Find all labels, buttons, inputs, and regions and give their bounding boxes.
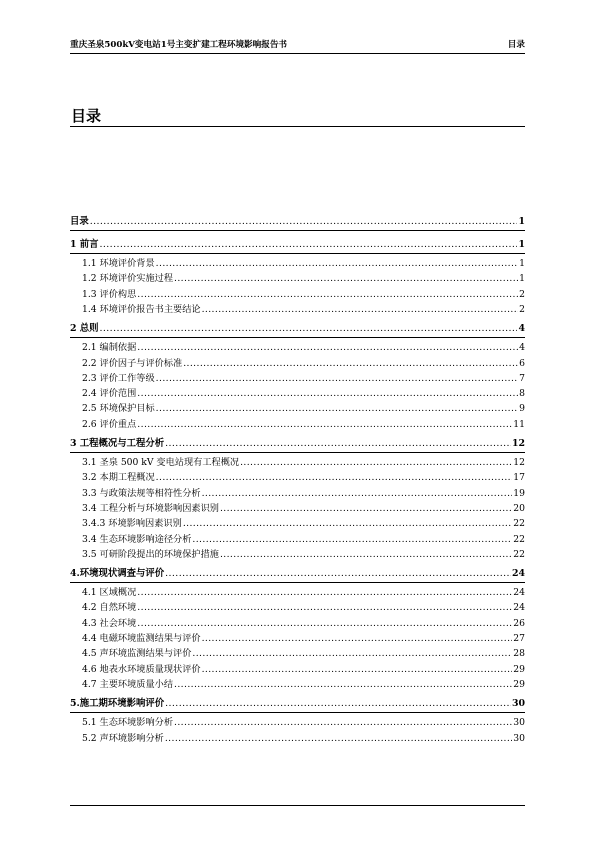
toc-page-number: 24 [511,568,525,580]
toc-chapter-entry[interactable] [70,322,525,336]
toc-page-number: 1 [519,273,525,285]
toc-dot-leader [137,601,512,615]
toc-entry-title: 2.4 评价范围 [82,388,137,400]
page-header [70,38,525,52]
toc-entry-title: 4.2 自然环境 [82,602,137,614]
toc-section-entry[interactable] [70,601,525,615]
toc-entry-title: 1.3 评价构思 [82,288,137,300]
toc-dot-leader [100,322,518,336]
toc-page-number: 19 [513,487,525,499]
toc-section-entry[interactable] [70,341,525,355]
toc-page-number: 9 [519,403,525,415]
toc-dot-leader [174,678,512,692]
toc-dot-leader [183,357,518,371]
toc-entry-title: 2 总则 [70,323,99,335]
toc-section-entry[interactable] [70,716,525,730]
toc-page-number: 30 [511,698,525,710]
toc-section-entry[interactable] [70,402,525,416]
toc-chapter-entry[interactable] [70,215,525,229]
toc-dot-leader [165,567,511,581]
toc-section-entry[interactable] [70,548,525,562]
toc-entry-title: 4.7 主要环境质量小结 [82,678,174,690]
toc-dot-leader [100,238,518,252]
toc-section-entry[interactable] [70,678,525,692]
toc-chapter-entry[interactable] [70,567,525,581]
toc-page-number: 6 [519,357,525,369]
toc-entry-title: 1.4 环境评价报告书主要结论 [82,303,201,315]
toc-section-entry[interactable] [70,617,525,631]
toc-section-entry[interactable] [70,372,525,386]
toc-section-entry[interactable] [70,732,525,746]
toc-page-number: 29 [513,678,525,690]
toc-page-number: 1 [518,216,525,227]
toc-page-number: 2 [519,288,525,300]
toc-page-number: 17 [513,472,525,484]
toc-page-number: 22 [513,533,525,545]
toc-section-entry[interactable] [70,586,525,600]
toc-dot-leader [202,487,513,501]
toc-chapter-entry[interactable] [70,437,525,451]
toc-entry-title: 3 工程概况与工程分析 [70,438,165,449]
toc-dot-leader [202,632,513,646]
toc-section-entry[interactable] [70,533,525,547]
toc-section-entry[interactable] [70,303,525,317]
toc-page-number: 12 [511,438,525,449]
toc-entry-title: 1 前言 [70,239,99,250]
toc-dot-leader [165,732,512,746]
toc-entry-title: 3.1 圣泉 500 kV 变电站现有工程概况 [82,457,240,468]
toc-entry-title: 1.2 环境评价实施过程 [82,273,174,285]
toc-entry-title: 4.1 区域概况 [82,587,137,599]
toc-page-number: 7 [519,372,525,384]
toc-entry-title: 5.1 生态环境影响分析 [82,717,174,729]
toc-dot-leader [202,663,513,677]
toc-dot-leader [137,288,518,302]
toc-page-number: 22 [513,548,525,560]
page-title: 目录 [71,107,102,125]
toc-entry-title: 2.2 评价因子与评价标准 [82,357,183,369]
toc-entry-title: 4.6 地表水环境质量现状评价 [82,663,201,675]
toc-chapter-divider [70,452,525,453]
toc-entry-title: 3.3 与政策法规等相符性分析 [82,487,201,499]
toc-page-number: 11 [513,418,525,430]
toc-dot-leader [137,418,512,432]
toc-page-number: 22 [513,518,525,530]
toc-dot-leader [192,647,512,661]
toc-dot-leader [183,517,512,531]
toc-entry-title: 2.3 评价工作等级 [82,372,155,384]
toc-entry-title: 目录 [70,216,89,227]
toc-dot-leader [156,471,513,485]
title-divider [70,126,525,127]
toc-dot-leader [156,257,518,271]
toc-page-number: 30 [513,717,525,729]
toc-dot-leader [137,387,518,401]
toc-page-number: 29 [513,663,525,675]
toc-dot-leader [90,215,518,229]
toc-entry-title: 2.6 评价重点 [82,418,137,430]
toc-chapter-divider [70,712,525,713]
toc-entry-title: 3.4 工程分析与环境影响因素识别 [82,502,219,514]
toc-dot-leader [174,716,512,730]
header-divider [70,53,525,54]
toc-entry-title: 4.环境现状调查与评价 [70,568,165,580]
toc-page-number: 12 [513,457,525,468]
toc-entry-title: 2.1 编制依据 [82,342,137,354]
toc-dot-leader [137,617,512,631]
toc-entry-title: 4.3 社会环境 [82,617,137,629]
toc-page-number: 24 [513,587,525,599]
toc-entry-title: 3.4 生态环境影响途径分析 [82,533,192,545]
toc-section-entry[interactable] [70,487,525,501]
toc-entry-title: 2.5 环境保护目标 [82,403,155,415]
toc-entry-title: 5.施工期环境影响评价 [70,698,165,710]
toc-chapter-divider [70,253,525,254]
toc-section-entry[interactable] [70,357,525,371]
header-document-title: 重庆圣泉500kV变电站1号主变扩建工程环境影响报告书 [70,40,288,50]
toc-dot-leader [165,437,511,451]
toc-dot-leader [192,533,512,547]
toc-dot-leader [137,586,512,600]
toc-dot-leader [165,697,511,711]
toc-page-number: 20 [513,502,525,514]
toc-chapter-divider [70,230,525,231]
toc-section-entry[interactable] [70,517,525,531]
toc-section-entry[interactable] [70,288,525,302]
toc-chapter-entry[interactable] [70,238,525,252]
toc-page-number: 28 [513,648,525,660]
toc-dot-leader [137,341,518,355]
toc-dot-leader [220,502,512,516]
toc-section-entry[interactable] [70,471,525,485]
toc-entry-title: 3.5 可研阶段提出的环境保护措施 [82,548,219,560]
toc-entry-title: 4.5 声环境监测结果与评价 [82,648,192,660]
toc-section-entry[interactable] [70,257,525,271]
toc-page-number: 1 [519,258,525,269]
toc-section-entry[interactable] [70,272,525,286]
toc-page-number: 8 [519,388,525,400]
toc-chapter-divider [70,582,525,583]
toc-section-entry[interactable] [70,418,525,432]
toc-dot-leader [156,372,518,386]
toc-section-entry[interactable] [70,647,525,661]
toc-page-number: 4 [518,323,525,335]
toc-entry-title: 5.2 声环境影响分析 [82,732,164,744]
toc-page-number: 26 [513,617,525,629]
toc-page-number: 2 [519,303,525,315]
toc-section-entry[interactable] [70,456,525,470]
toc-entry-title: 1.1 环境评价背景 [82,258,155,269]
toc-page-number: 30 [513,732,525,744]
toc-chapter-entry[interactable] [70,697,525,711]
toc-section-entry[interactable] [70,387,525,401]
toc-dot-leader [156,402,518,416]
toc-entry-title: 3.4.3 环境影响因素识别 [82,518,182,530]
toc-section-entry[interactable] [70,663,525,677]
toc-entry-title: 3.2 本期工程概况 [82,472,155,484]
toc-dot-leader [220,548,512,562]
footer-divider [70,805,525,806]
toc-dot-leader [174,272,518,286]
toc-chapter-divider [70,337,525,338]
toc-page-number: 27 [513,633,525,644]
toc-section-entry[interactable] [70,632,525,646]
toc-entry-title: 4.4 电磁环境监测结果与评价 [82,633,201,644]
header-section-label: 目录 [507,40,525,50]
toc-dot-leader [202,303,519,317]
toc-page-number: 1 [518,239,525,250]
toc-dot-leader [240,456,512,470]
toc-page-number: 4 [519,342,525,354]
toc-page-number: 24 [513,602,525,614]
toc-section-entry[interactable] [70,502,525,516]
